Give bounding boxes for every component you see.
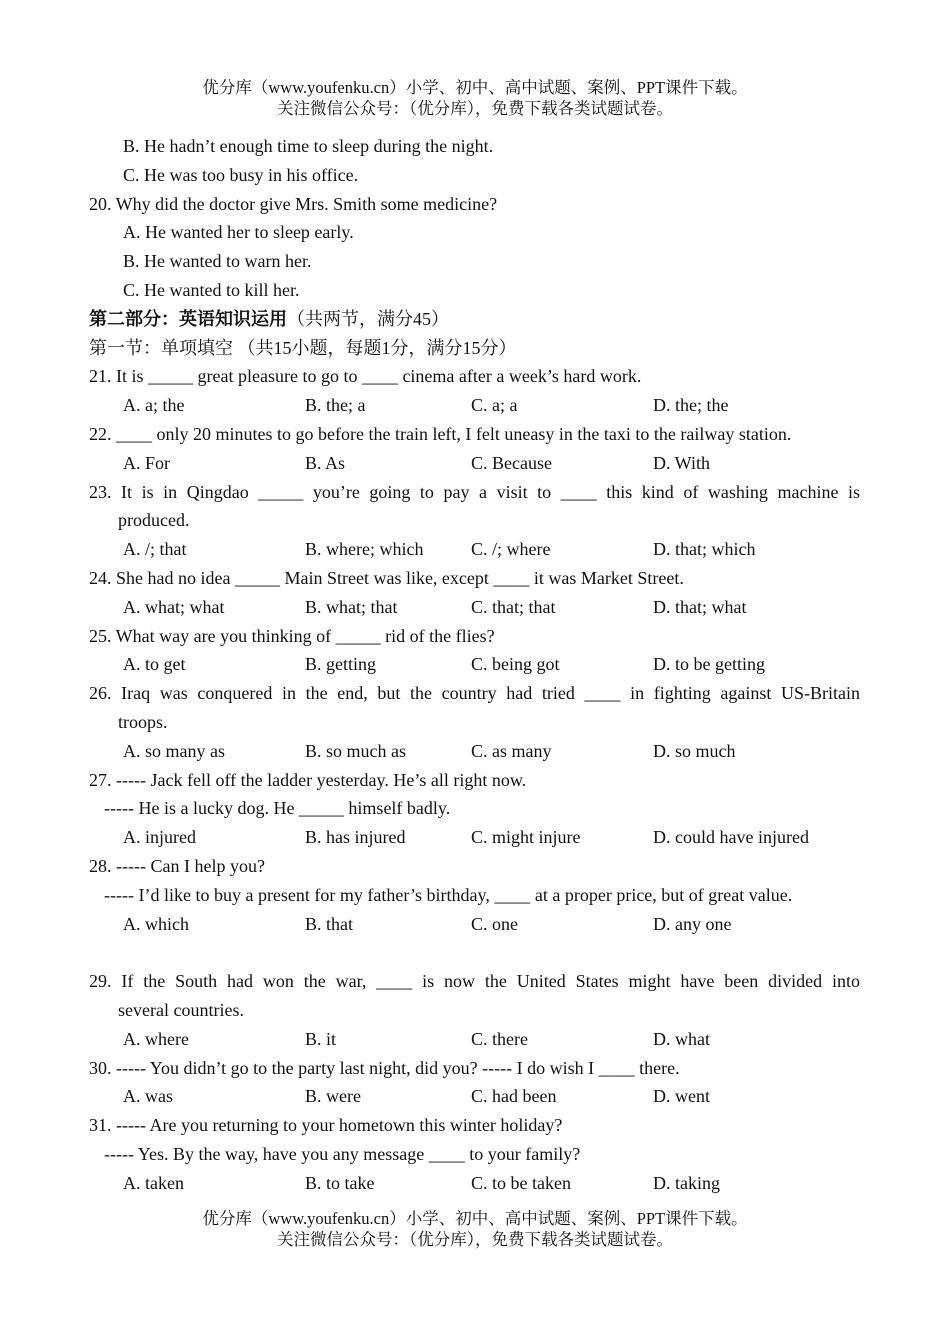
page-footer	[0, 1208, 950, 1250]
option-d: D. to be getting	[653, 654, 765, 675]
option-d: D. went	[653, 1086, 710, 1107]
option-a: A. /; that	[123, 539, 187, 560]
option-a: A. taken	[123, 1172, 184, 1193]
options-row	[0, 535, 950, 564]
blank-line	[0, 938, 950, 967]
options-row	[0, 823, 950, 852]
option-d: D. what	[653, 1028, 710, 1049]
section1-title: 第一节：单项填空 （共15小题，每题1分，满分15分）	[89, 337, 517, 358]
exam-content	[0, 132, 950, 1197]
option-b: B. getting	[305, 654, 376, 675]
option-c: C. might injure	[471, 827, 581, 848]
option-c: C. there	[471, 1028, 528, 1049]
option-c: C. /; where	[471, 539, 551, 560]
part2-title	[0, 305, 950, 334]
q20-option-b: B. He wanted to warn her.	[123, 251, 312, 272]
question-stem: 31. ----- Are you returning to your hometown this winter holiday?	[89, 1115, 563, 1136]
option-b: B. it	[305, 1028, 337, 1049]
option-b: B. so much as	[305, 740, 406, 761]
dialogue-reply: ----- Yes. By the way, have you any message ____ to your family?	[104, 1143, 581, 1164]
option-c: C. as many	[471, 740, 552, 761]
q20-stem: 20. Why did the doctor give Mrs. Smith some medicine?	[89, 193, 498, 214]
option-a: A. injured	[123, 827, 196, 848]
option-a: A. was	[123, 1086, 173, 1107]
option-b: B. that	[305, 913, 353, 934]
option-a: A. a; the	[123, 395, 185, 416]
part2-title-bold: 第二部分：英语知识运用	[89, 308, 287, 329]
q20-option-c: C. He wanted to kill her.	[123, 279, 300, 300]
option-b: B. where; which	[305, 539, 424, 560]
dialogue-reply: ----- I’d like to buy a present for my father’s birthday, ____ at a proper price, but of great value.	[104, 884, 793, 905]
option-c: C. Because	[471, 452, 552, 473]
options-row	[0, 1169, 950, 1198]
question-stem: 21. It is _____ great pleasure to go to ____ cinema after a week’s hard work.	[89, 366, 642, 387]
option-b: B. As	[305, 452, 346, 473]
option-a: A. so many as	[123, 740, 225, 761]
option-d: D. that; what	[653, 596, 747, 617]
question-stem: 26. Iraq was conquered in the end, but the country had tried ____ in fighting against US-Britain	[89, 683, 860, 704]
option-a: A. which	[123, 913, 189, 934]
q19-option-c: C. He was too busy in his office.	[123, 164, 359, 185]
option-c: C. a; a	[471, 395, 518, 416]
option-a: A. where	[123, 1028, 189, 1049]
option-c: C. one	[471, 913, 518, 934]
options-row	[0, 910, 950, 939]
q20-option-a: A. He wanted her to sleep early.	[123, 222, 354, 243]
option-a: A. For	[123, 452, 171, 473]
question-stem: 23. It is in Qingdao _____ you’re going to pay a visit to ____ this kind of washing machine is	[89, 481, 860, 502]
question-stem: 22. ____ only 20 minutes to go before the train left, I felt uneasy in the taxi to the railway station.	[89, 423, 792, 444]
question-stem: 29. If the South had won the war, ____ is now the United States might have been divided into	[89, 971, 860, 992]
option-c: C. being got	[471, 654, 560, 675]
footer-line-2: 关注微信公众号：（优分库），免费下载各类试题试卷。	[277, 1230, 673, 1249]
option-d: D. any one	[653, 913, 732, 934]
page-header	[0, 77, 950, 119]
option-d: D. so much	[653, 740, 736, 761]
q19-option-b: B. He hadn’t enough time to sleep during the night.	[123, 136, 494, 156]
option-d: D. With	[653, 452, 710, 473]
options-row	[0, 593, 950, 622]
option-c: C. to be taken	[471, 1172, 571, 1193]
question-stem-continued: produced.	[118, 510, 190, 531]
option-b: B. to take	[305, 1172, 375, 1193]
question-stem: 27. ----- Jack fell off the ladder yesterday. He’s all right now.	[89, 769, 527, 790]
option-d: D. the; the	[653, 395, 729, 416]
option-a: A. what; what	[123, 596, 225, 617]
option-d: D. taking	[653, 1172, 720, 1193]
option-b: B. the; a	[305, 395, 366, 416]
options-row	[0, 449, 950, 478]
option-c: C. that; that	[471, 596, 556, 617]
part2-title-rest: （共两节，满分45）	[287, 308, 449, 329]
options-row	[0, 391, 950, 420]
option-b: B. what; that	[305, 596, 398, 617]
question-stem: 25. What way are you thinking of _____ rid of the flies?	[89, 625, 495, 646]
options-row	[0, 737, 950, 766]
option-b: B. were	[305, 1086, 361, 1107]
question-stem-continued: troops.	[118, 711, 168, 732]
options-row	[0, 1025, 950, 1054]
question-stem-continued: several countries.	[118, 999, 244, 1020]
option-a: A. to get	[123, 654, 186, 675]
footer-line-1: 优分库（www.youfenku.cn）小学、初中、高中试题、案例、PPT课件下载。	[202, 1209, 748, 1228]
question-stem: 30. ----- You didn’t go to the party last night, did you? ----- I do wish I ____ there.	[89, 1057, 680, 1078]
option-c: C. had been	[471, 1086, 557, 1107]
options-row	[0, 650, 950, 679]
header-line-2: 关注微信公众号：（优分库），免费下载各类试题试卷。	[277, 99, 673, 118]
question-stem: 24. She had no idea _____ Main Street was like, except ____ it was Market Street.	[89, 567, 684, 588]
option-b: B. has injured	[305, 827, 406, 848]
header-line-1: 优分库（www.youfenku.cn）小学、初中、高中试题、案例、PPT课件下载。	[202, 78, 748, 97]
question-stem: 28. ----- Can I help you?	[89, 855, 265, 876]
option-d: D. could have injured	[653, 827, 809, 848]
option-d: D. that; which	[653, 539, 756, 560]
dialogue-reply: ----- He is a lucky dog. He _____ himself badly.	[104, 798, 451, 819]
options-row	[0, 1082, 950, 1111]
